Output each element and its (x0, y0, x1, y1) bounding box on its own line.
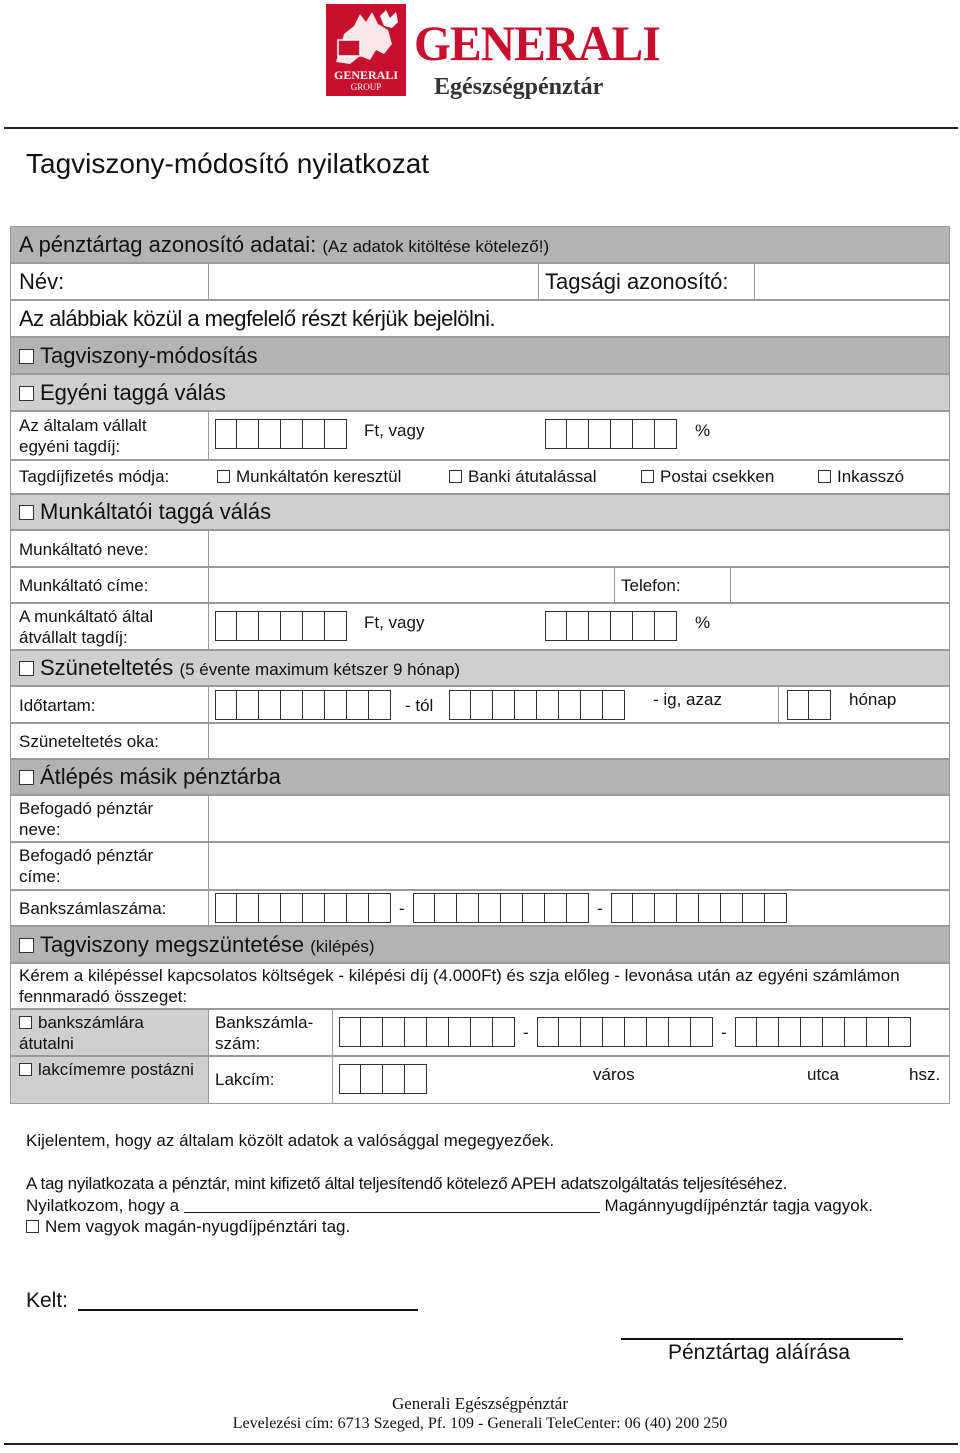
house-number-label: hsz. (909, 1065, 941, 1084)
bank-account-label: Bankszámla-szám: (215, 1013, 314, 1053)
fund-name-label: Befogadó pénztár neve: (19, 799, 154, 839)
name-field[interactable] (208, 264, 538, 299)
footer-divider (4, 1443, 958, 1445)
instruction-row (10, 300, 950, 337)
option-bank-transfer[interactable]: bankszámlára átutalni (19, 1013, 144, 1053)
payment-option-postal[interactable]: Postai csekken (641, 466, 774, 488)
modification-header (10, 337, 950, 374)
suspension-heading: Szüneteltetés (40, 655, 174, 680)
term-bank-dash-1: - (523, 1023, 529, 1042)
employer-fee-percent: % (695, 613, 711, 632)
transfer-bank-dash-2: - (597, 899, 603, 918)
suspension-header (10, 650, 950, 686)
transfer-header (10, 759, 950, 795)
individual-fee-percent: % (695, 421, 711, 440)
duration-months-label: hónap (849, 690, 897, 709)
employer-fee-label: A munkáltató által átvállalt tagdíj: (19, 607, 154, 647)
brand-name: GENERALI (414, 15, 660, 71)
individual-fee-ft-or: Ft, vagy (364, 421, 425, 440)
footer-address: Levelezési cím: 6713 Szeged, Pf. 109 - Generali TeleCenter: 06 (40) 200 250 (232, 1415, 728, 1432)
employer-name-label: Munkáltató neve: (19, 540, 149, 559)
employer-fee-row (10, 603, 950, 650)
fund-address-label: Befogadó pénztár címe: (19, 846, 154, 886)
pension-suffix: Magánnyugdíjpénztár tagja vagyok. (604, 1196, 873, 1215)
term-bank-boxes-3[interactable] (735, 1017, 911, 1047)
city-label: város (593, 1065, 635, 1084)
term-bank-boxes-1[interactable] (339, 1017, 515, 1047)
header-divider (4, 127, 958, 129)
emblem-sub: GROUP (350, 82, 382, 92)
not-member-option[interactable]: Nem vagyok magán-nyugdíjpénztári tag. (26, 1216, 350, 1238)
bank-transfer-checkbox[interactable] (19, 1016, 32, 1029)
member-id-field[interactable] (754, 264, 951, 299)
suspension-reason-field[interactable] (208, 724, 951, 758)
signature-field[interactable] (621, 1338, 903, 1340)
payment-method-row (10, 460, 950, 494)
address-label: Lakcím: (215, 1070, 275, 1089)
individual-fee-percent-boxes[interactable] (545, 419, 677, 449)
member-id-label: Tagsági azonosító: (545, 269, 729, 294)
fund-name-field[interactable] (208, 796, 951, 841)
membership-form (10, 226, 950, 1104)
term-bank-dash-2: - (721, 1023, 727, 1042)
transfer-fund-name-row (10, 795, 950, 842)
street-label: utca (807, 1065, 840, 1084)
footer-org: Generali Egészségpénztár (391, 1394, 569, 1413)
pension-declaration (26, 1195, 873, 1217)
employer-phone-field[interactable] (730, 568, 951, 602)
zip-code-boxes[interactable] (339, 1064, 427, 1094)
duration-to-label: - ig, azaz (653, 690, 722, 709)
truth-declaration: Kijelentem, hogy az általam közölt adatok a valósággal megegyezőek. (26, 1131, 555, 1150)
individual-fee-row (10, 411, 950, 460)
date-field[interactable] (78, 1309, 418, 1311)
employer-address-field[interactable] (208, 568, 614, 602)
name-label: Név: (19, 269, 65, 294)
individual-fee-ft-boxes[interactable] (215, 419, 347, 449)
payment-bank-checkbox[interactable] (449, 470, 462, 483)
apeh-declaration: A tag nyilatkozata a pénztár, mint kifizető által teljesítendő kötelező APEH adatszolgáltatás teljesítéséhez. (26, 1174, 788, 1193)
brand-subtitle: Egészségpénztár (434, 74, 604, 100)
termination-post-row (10, 1056, 950, 1104)
modification-heading: Tagviszony-módosítás (40, 343, 258, 368)
duration-label: Időtartam: (19, 696, 96, 715)
duration-to-boxes[interactable] (449, 690, 625, 720)
signature-label: Pénztártag aláírása (668, 1341, 851, 1364)
suspension-checkbox[interactable] (19, 661, 34, 676)
identity-heading: A pénztártag azonosító adatai: (19, 232, 317, 257)
employer-fee-ft-or: Ft, vagy (364, 613, 425, 632)
employer-name-row (10, 530, 950, 567)
individual-checkbox[interactable] (19, 386, 34, 401)
employer-fee-percent-boxes[interactable] (545, 611, 677, 641)
transfer-bank-label: Bankszámlaszáma: (19, 899, 167, 918)
fund-address-field[interactable] (208, 843, 951, 889)
generali-lion-emblem (326, 4, 406, 96)
payment-direct-debit-checkbox[interactable] (818, 470, 831, 483)
duration-months-boxes[interactable] (787, 690, 831, 720)
payment-option-direct-debit[interactable]: Inkasszó (818, 466, 904, 488)
termination-heading-note: (kilépés) (310, 937, 375, 956)
suspension-reason-row (10, 723, 950, 759)
date-label: Kelt: (26, 1289, 69, 1312)
employer-header (10, 494, 950, 530)
transfer-bank-boxes-3[interactable] (611, 893, 787, 923)
termination-heading: Tagviszony megszüntetése (40, 932, 305, 957)
termination-text: Kérem a kilépéssel kapcsolatos költségek - kilépési díj (4.000Ft) és szja előleg - levonása után az egyéni számlámon fennmaradó összeget: (19, 966, 900, 1006)
page-title: Tagviszony-módosító nyilatkozat (26, 148, 430, 179)
transfer-bank-boxes-1[interactable] (215, 893, 391, 923)
individual-fee-label: Az általam vállalt egyéni tagdíj: (19, 416, 147, 456)
transfer-checkbox[interactable] (19, 770, 34, 785)
termination-bank-row (10, 1009, 950, 1056)
suspension-heading-note: (5 évente maximum kétszer 9 hónap) (179, 660, 461, 679)
identity-header (10, 226, 950, 263)
transfer-bank-dash-1: - (399, 899, 405, 918)
emblem-text: GENERALI (333, 68, 398, 82)
identity-heading-note: (Az adatok kitöltése kötelező!) (322, 237, 550, 256)
instruction-text: Az alábbiak közül a megfelelő részt kérjük bejelölni. (19, 306, 496, 331)
term-bank-boxes-2[interactable] (537, 1017, 713, 1047)
employer-address-label: Munkáltató címe: (19, 576, 149, 595)
individual-header (10, 374, 950, 411)
termination-checkbox[interactable] (19, 938, 34, 953)
transfer-heading: Átlépés másik pénztárba (40, 764, 281, 789)
payment-postal-checkbox[interactable] (641, 470, 654, 483)
termination-text-row (10, 963, 950, 1009)
employer-fee-ft-boxes[interactable] (215, 611, 347, 641)
payment-option-bank[interactable]: Banki átutalással (449, 466, 597, 488)
transfer-bank-boxes-2[interactable] (413, 893, 589, 923)
lion-icon (326, 4, 406, 74)
suspension-duration-row (10, 686, 950, 723)
employer-address-row (10, 567, 950, 603)
employer-phone-label: Telefon: (621, 576, 681, 595)
transfer-bank-row (10, 890, 950, 926)
post-checkbox[interactable] (19, 1063, 32, 1076)
termination-header (10, 926, 950, 963)
pension-fund-field[interactable] (184, 1197, 600, 1213)
name-row (10, 263, 950, 300)
duration-from-label: - tól (405, 696, 434, 715)
suspension-reason-label: Szüneteltetés oka: (19, 732, 159, 751)
payment-label: Tagdíjfizetés módja: (19, 467, 170, 486)
employer-name-field[interactable] (208, 531, 951, 566)
pension-prefix: Nyilatkozom, hogy a (26, 1196, 180, 1215)
payment-employer-checkbox[interactable] (217, 470, 230, 483)
not-member-checkbox[interactable] (26, 1220, 39, 1233)
individual-heading: Egyéni taggá válás (40, 380, 226, 405)
modification-checkbox[interactable] (19, 349, 34, 364)
option-post[interactable]: lakcímemre postázni (19, 1059, 199, 1080)
employer-checkbox[interactable] (19, 505, 34, 520)
employer-heading: Munkáltatói taggá válás (40, 499, 272, 524)
duration-from-boxes[interactable] (215, 690, 391, 720)
transfer-fund-address-row (10, 842, 950, 890)
payment-option-employer[interactable]: Munkáltatón keresztül (217, 466, 401, 488)
